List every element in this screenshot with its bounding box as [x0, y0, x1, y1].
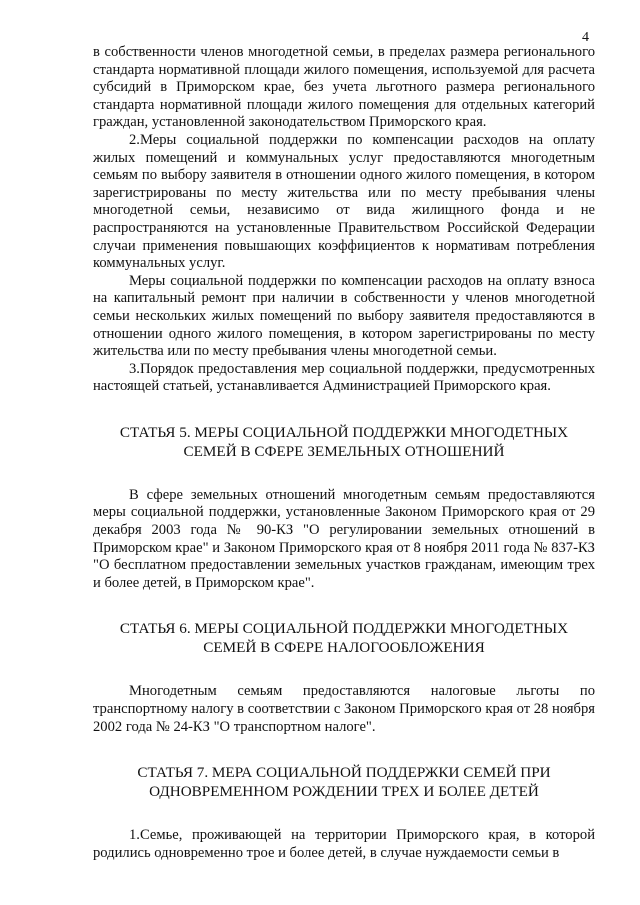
article-7-text: 1.Семье, проживающей на территории Приморского края, в которой родились одновременно трое и более детей, в случае нуждаемости семьи в — [93, 827, 595, 861]
intro-paragraph: в собственности членов многодетной семьи, в пределах размера регионального стандарта нормативной площади жилого помещения, используемой для расчета субсидий в Приморском крае, без учета льготного размера регионального стандарта нормативной площади жилого помещения для отдельных категорий граждан, установленной законодательством Приморского края. — [93, 44, 595, 131]
article-5-heading — [93, 423, 595, 461]
page-number: 4 — [582, 30, 589, 45]
article-7-heading-line1: СТАТЬЯ 7. МЕРА СОЦИАЛЬНОЙ ПОДДЕРЖКИ СЕМЕЙ ПРИ — [137, 764, 551, 782]
paragraph-2: 2.Меры социальной поддержки по компенсации расходов на оплату жилых помещений и коммунальных услуг предоставляются многодетным семьям по выбору заявителя в отношении одного жилого помещения, в котором зарегистрированы по месту жительства или по месту пребывания члены многодетной семьи, независимо от вида жилищного фонда и не распространяются на установленные Правительством Российской Федерации случаи применения повышающих коэффициентов к нормативам потребления коммунальных услуг. — [93, 131, 595, 272]
paragraph-2b: Меры социальной поддержки по компенсации расходов на оплату взноса на капитальный ремонт при наличии в собственности у членов многодетной семьи нескольких жилых помещений по выбору заявителя предоставляются в отношении одного жилого помещения, в котором зарегистрированы по месту жительства или по месту пребывания члены многодетной семьи. — [93, 272, 595, 360]
article-6-heading — [93, 619, 595, 657]
article-6-heading-line2: СЕМЕЙ В СФЕРЕ НАЛОГООБЛОЖЕНИЯ — [203, 639, 485, 657]
article-7-heading-line2: ОДНОВРЕМЕННОМ РОЖДЕНИИ ТРЕХ И БОЛЕЕ ДЕТЕЙ — [149, 783, 539, 801]
article-6-heading-line1: СТАТЬЯ 6. МЕРЫ СОЦИАЛЬНОЙ ПОДДЕРЖКИ МНОГОДЕТНЫХ — [119, 620, 569, 638]
article-6-text: Многодетным семьям предоставляются налоговые льготы по транспортному налогу в соответствии с Законом Приморского края от 28 ноября 2002 года № 24-КЗ "О транспортном налоге". — [93, 683, 595, 735]
article-5-text: В сфере земельных отношений многодетным семьям предоставляются меры социальной поддержки, установленные Законом Приморского края от 29 декабря 2003 года № 90-КЗ "О регулировании земельных отношений в Приморском крае" и Законом Приморского края от 8 ноября 2011 года № 837-КЗ "О бесплатном предоставлении земельных участков гражданам, имеющим трех и более детей, в Приморском крае". — [93, 486, 595, 591]
article-7-heading — [93, 763, 595, 801]
document-body — [93, 44, 595, 862]
article-5-heading-line2: СЕМЕЙ В СФЕРЕ ЗЕМЕЛЬНЫХ ОТНОШЕНИЙ — [183, 442, 505, 460]
paragraph-3: 3.Порядок предоставления мер социальной поддержки, предусмотренных настоящей статьей, устанавливается Администрацией Приморского края. — [93, 360, 595, 395]
article-5-heading-line1: СТАТЬЯ 5. МЕРЫ СОЦИАЛЬНОЙ ПОДДЕРЖКИ МНОГОДЕТНЫХ — [119, 423, 569, 441]
